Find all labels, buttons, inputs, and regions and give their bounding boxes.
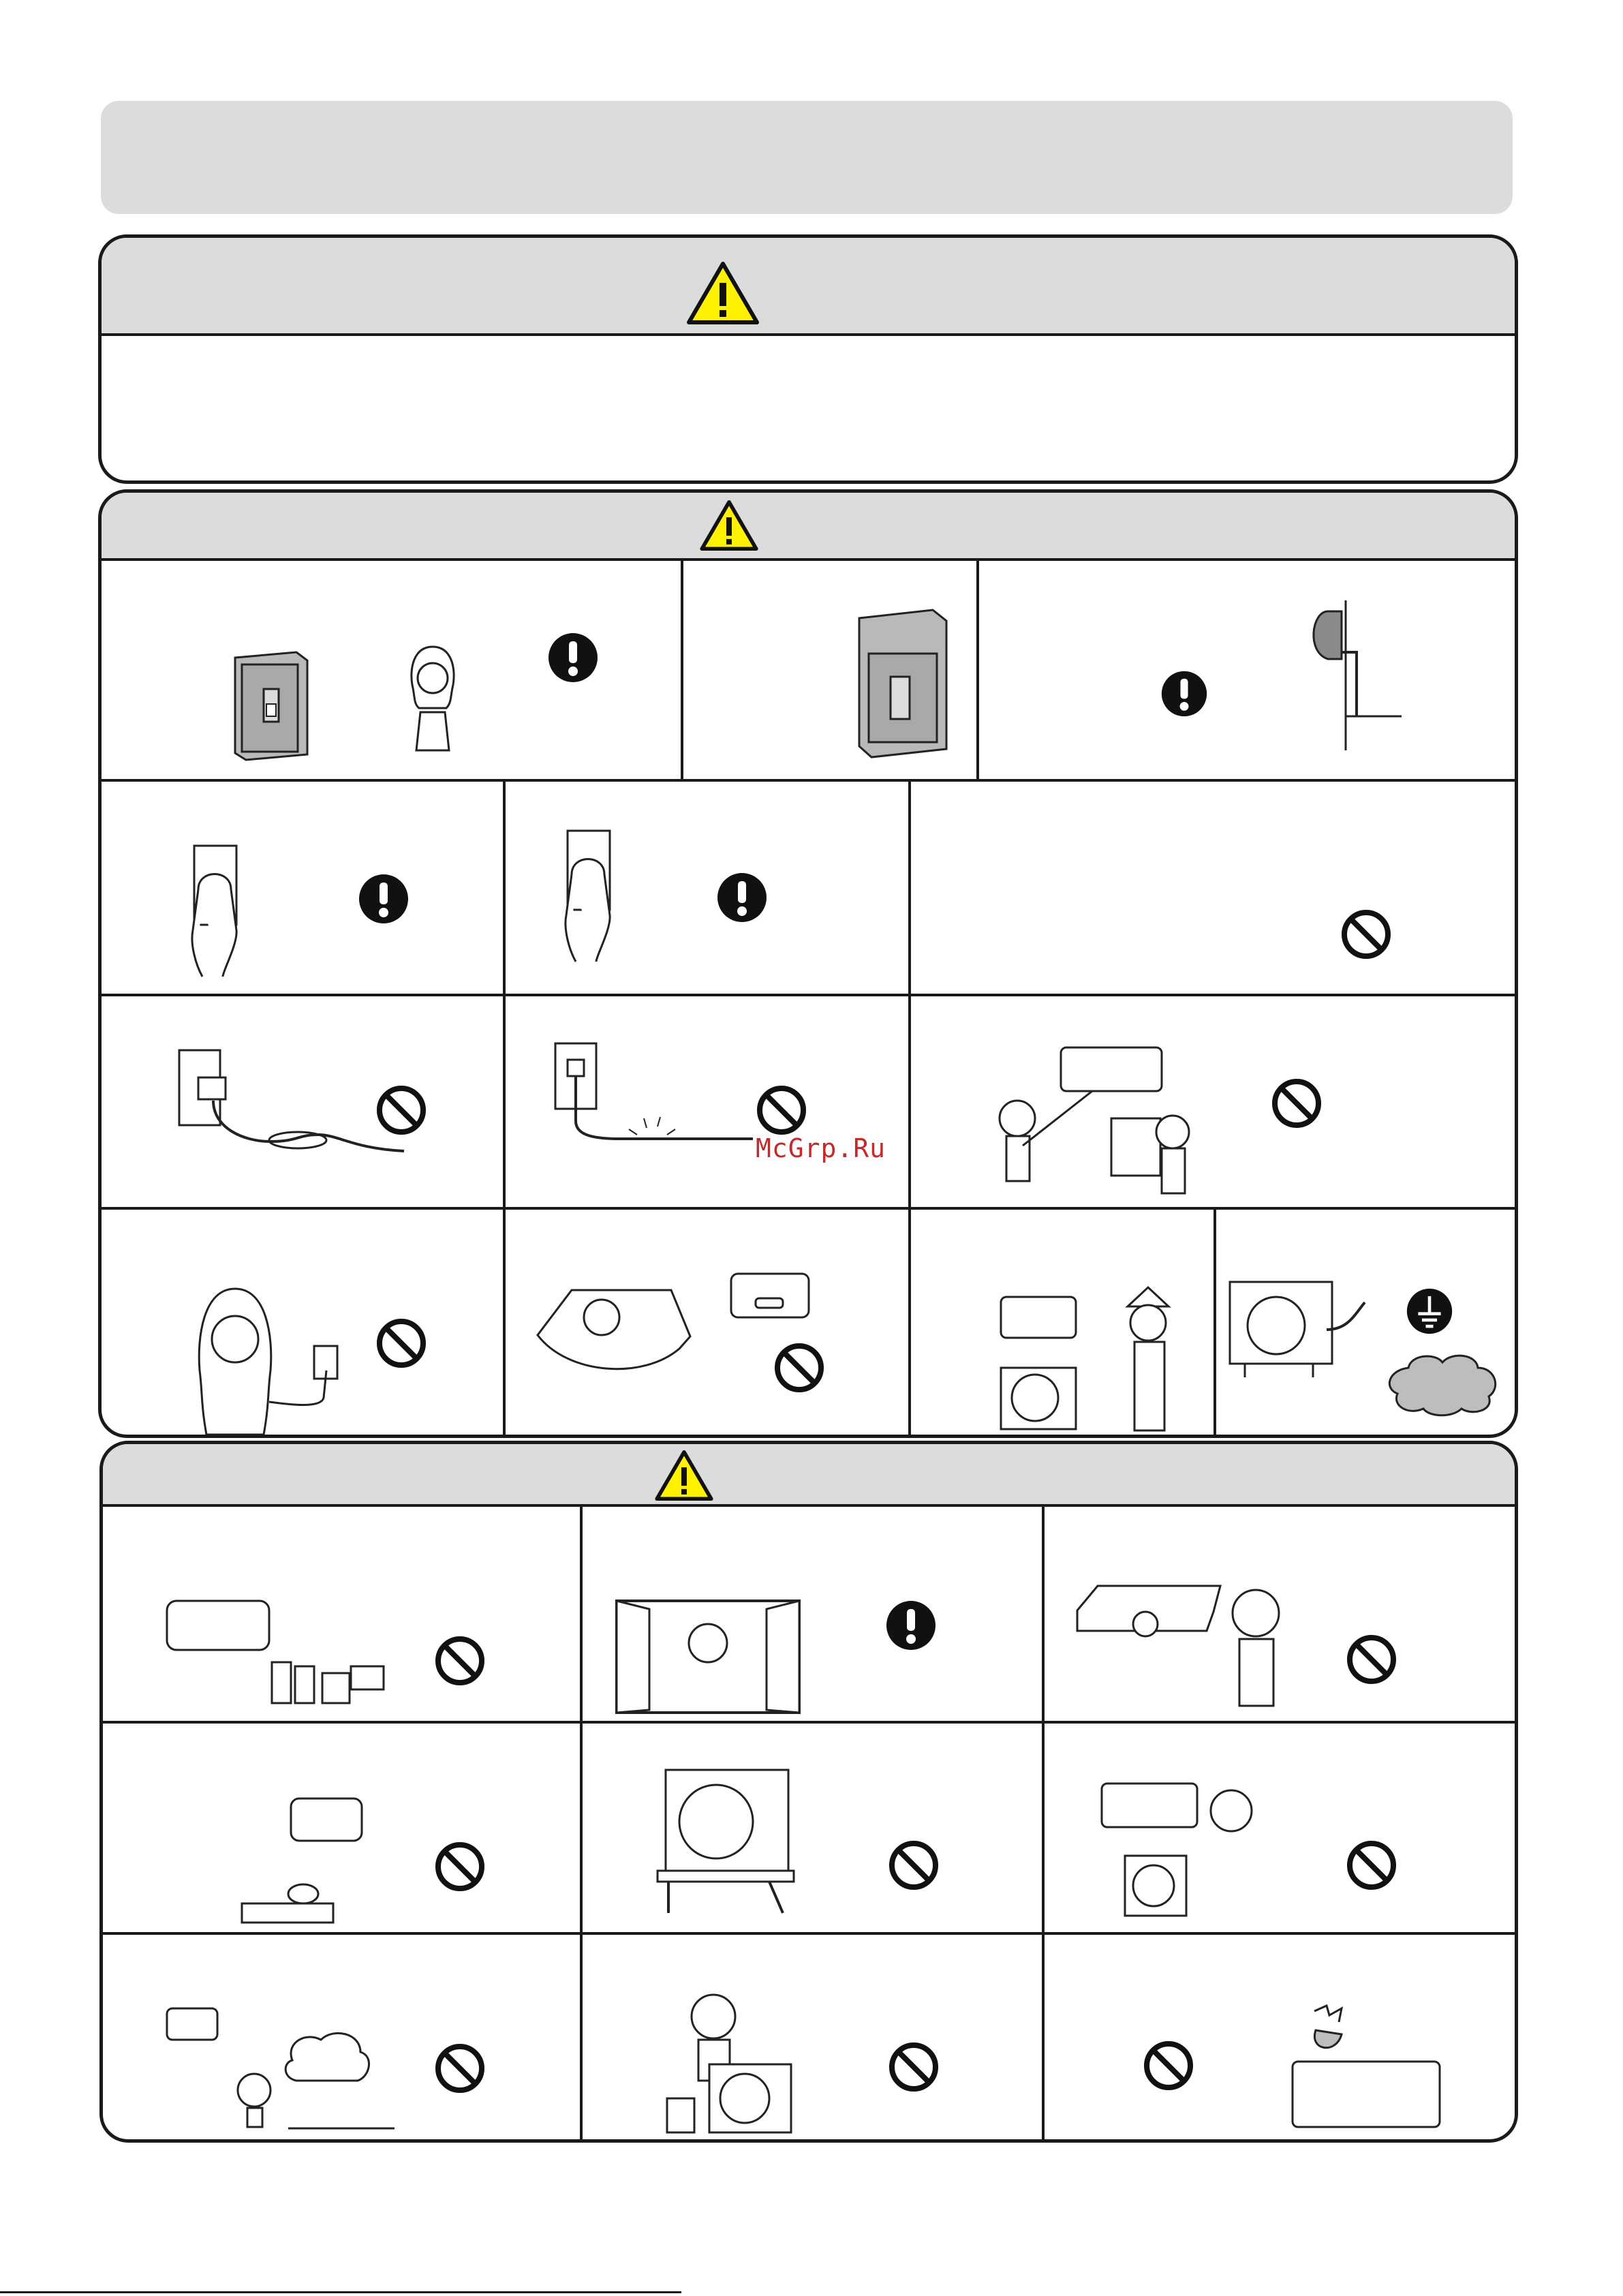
prohibition-icon [1346, 1839, 1397, 1891]
warning-triangle-icon [686, 261, 760, 325]
wall-outlet-ground-illustration [1301, 594, 1403, 754]
footer-divider [0, 2291, 681, 2293]
hand-plugging-illustration [548, 827, 637, 963]
exclamation-circle-icon [547, 632, 599, 684]
section-caution-grid [99, 1441, 1518, 2143]
unit-over-stove-illustration [238, 1785, 381, 1925]
prohibition-icon [1271, 1077, 1323, 1129]
baby-in-cradle-illustration [527, 1260, 813, 1383]
girl-with-plant-illustration [1098, 1774, 1268, 1918]
grid-divider [103, 1721, 1515, 1724]
coiled-cord-illustration [175, 1046, 407, 1162]
child-climbing-unit-illustration [659, 1989, 795, 2138]
exclamation-circle-icon [885, 1599, 937, 1651]
ground-symbol-icon [1406, 1287, 1453, 1335]
prohibition-icon [434, 1635, 486, 1687]
exclamation-circle-icon [1160, 670, 1208, 718]
unit-blowing-on-plants-illustration [163, 1995, 397, 2130]
girl-cleaning-unit-illustration [1070, 1576, 1295, 1710]
warning-triangle-icon [700, 500, 758, 551]
watermark: McGrp.Ru [756, 1133, 886, 1163]
prohibition-icon [888, 1839, 940, 1891]
prohibition-icon [1143, 2040, 1194, 2092]
section-warning-grid [98, 489, 1518, 1438]
girl-pulling-cord-illustration [187, 1282, 351, 1435]
outdoor-unit-on-stand-illustration [653, 1766, 806, 1917]
grid-divider [908, 779, 911, 1438]
prohibition-icon [1340, 908, 1392, 960]
grid-divider [976, 558, 979, 779]
hand-unplugging-illustration [175, 842, 264, 978]
grid-divider [102, 779, 1515, 782]
vase-on-unit-illustration [1288, 2003, 1445, 2132]
prohibition-icon [773, 1342, 825, 1394]
grid-divider [1214, 1207, 1216, 1438]
indoor-unit-with-items-illustration [163, 1591, 388, 1706]
person-on-phone-illustration [401, 641, 464, 753]
damaged-cord-illustration [524, 1039, 756, 1148]
prohibition-icon [375, 1317, 427, 1369]
children-poking-unit-illustration [990, 1043, 1215, 1200]
section-header [102, 238, 1515, 336]
section-header [103, 1444, 1515, 1507]
section-header [102, 493, 1515, 561]
grid-divider [102, 1207, 1515, 1210]
circuit-breaker-illustration [851, 606, 953, 761]
section-warning-notice [98, 234, 1518, 484]
grid-divider [1042, 1504, 1045, 2143]
warning-triangle-icon [655, 1450, 713, 1501]
grid-divider [681, 558, 683, 779]
outdoor-unit-grounding-illustration [1224, 1275, 1367, 1388]
prohibition-icon [888, 2041, 940, 2093]
prohibition-icon [756, 1084, 807, 1136]
grid-divider [103, 1932, 1515, 1935]
prohibition-icon [434, 1841, 486, 1893]
grid-divider [580, 1504, 583, 2143]
exclamation-circle-icon [358, 873, 409, 925]
open-window-illustration [608, 1593, 809, 1717]
grid-divider [503, 779, 506, 1438]
circuit-breaker-illustration [228, 651, 313, 761]
grid-divider [102, 994, 1515, 996]
farmer-spraying-unit-illustration [994, 1283, 1199, 1433]
prohibition-icon [434, 2042, 486, 2094]
exclamation-circle-icon [716, 872, 768, 923]
speech-cloud-illustration [1381, 1347, 1504, 1418]
page-title-bar [101, 101, 1513, 214]
prohibition-icon [375, 1084, 427, 1136]
prohibition-icon [1346, 1634, 1397, 1685]
